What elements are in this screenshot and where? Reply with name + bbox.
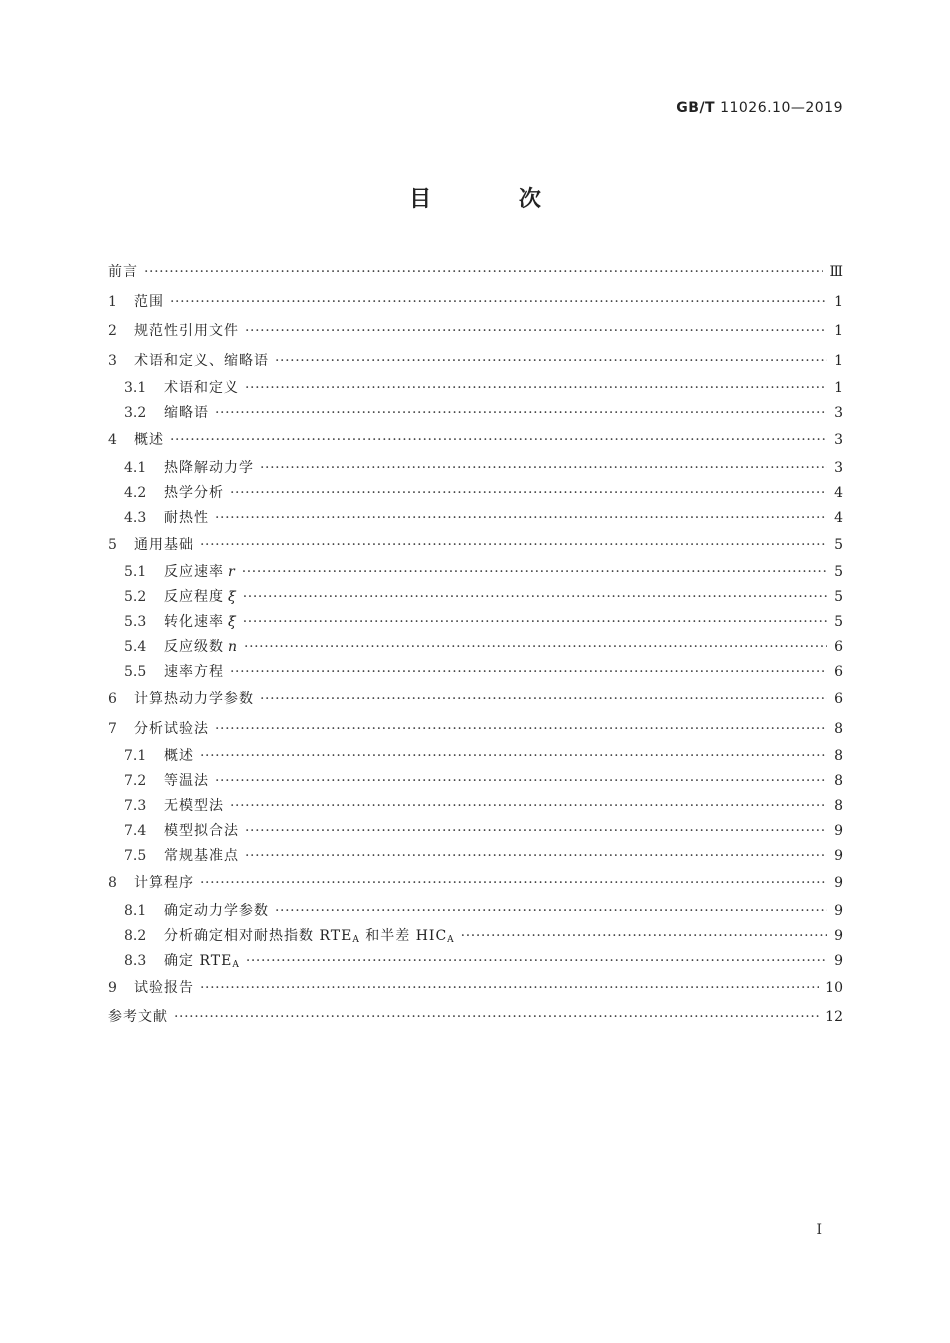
toc-entry-number: 5 bbox=[108, 536, 117, 553]
toc-entry-label: 常规基准点 bbox=[164, 848, 239, 864]
toc-entry-label: 确定 $RTE_A$ bbox=[164, 952, 240, 970]
toc-leader-dots bbox=[215, 401, 827, 426]
toc-leader-dots bbox=[245, 819, 827, 844]
toc-entry-number: 7.1 bbox=[124, 748, 147, 764]
toc-entry-number: 3 bbox=[108, 352, 117, 369]
standard-number bbox=[676, 100, 843, 116]
toc-leader-dots bbox=[260, 456, 827, 481]
toc-entry[interactable] bbox=[108, 744, 843, 769]
toc-entry[interactable] bbox=[108, 347, 843, 377]
toc-entry-label: 计算热动力学参数 bbox=[134, 691, 254, 707]
toc-entry-page: 5 bbox=[834, 614, 843, 630]
toc-leader-dots bbox=[215, 715, 827, 745]
toc-entry-number: 5.5 bbox=[124, 664, 147, 680]
toc-entry-label: 耐热性 bbox=[164, 509, 209, 526]
toc-leader-dots bbox=[144, 258, 823, 288]
toc-entry-number: 8.3 bbox=[124, 952, 147, 969]
toc-entry-page: 6 bbox=[834, 664, 843, 680]
toc-entry-page: 6 bbox=[834, 639, 843, 655]
toc-entry-page: 8 bbox=[834, 773, 843, 789]
toc-entry-label: 通用基础 bbox=[134, 536, 194, 553]
toc-entry[interactable] bbox=[108, 794, 843, 819]
toc-entry-label: 模型拟合法 bbox=[164, 823, 239, 839]
toc-leader-dots bbox=[170, 426, 827, 456]
toc-entry-page: 9 bbox=[834, 875, 843, 891]
toc-leader-dots bbox=[170, 288, 827, 318]
toc-entry[interactable] bbox=[108, 585, 843, 610]
toc-entry-page: 8 bbox=[834, 748, 843, 764]
toc-entry[interactable] bbox=[108, 610, 843, 635]
toc-entry-number: 1 bbox=[108, 293, 117, 310]
toc-entry[interactable] bbox=[108, 949, 843, 974]
toc-entry-page: 1 bbox=[834, 380, 843, 396]
toc-entry-number: 5.3 bbox=[124, 614, 147, 630]
toc-leader-dots bbox=[260, 685, 827, 715]
toc-leader-dots bbox=[243, 585, 827, 610]
toc-entry-page: 3 bbox=[834, 432, 843, 448]
toc-entry-label: 概述 bbox=[164, 748, 194, 764]
toc-entry-label: 参考文献 bbox=[108, 1009, 168, 1025]
toc-entry-page: 1 bbox=[834, 293, 843, 310]
toc-leader-dots bbox=[174, 1003, 819, 1033]
toc-entry-label: 计算程序 bbox=[134, 875, 194, 891]
toc-entry-label: 术语和定义、缩略语 bbox=[134, 352, 269, 369]
toc-entry[interactable] bbox=[108, 869, 843, 899]
page-title: 目 次 bbox=[409, 187, 581, 212]
toc-leader-dots bbox=[245, 317, 827, 347]
toc-entry-number: 7.4 bbox=[124, 823, 147, 839]
standard-code: 11026.10—2019 bbox=[720, 100, 843, 116]
toc-leader-dots bbox=[245, 376, 827, 401]
standard-prefix: GB/T bbox=[676, 100, 716, 116]
toc-entry-number: 4.1 bbox=[124, 459, 147, 476]
toc-entry-page: 3 bbox=[834, 459, 843, 476]
toc-entry[interactable] bbox=[108, 899, 843, 924]
toc-entry-number: 3.2 bbox=[124, 405, 147, 421]
toc-entry[interactable] bbox=[108, 258, 843, 288]
toc-entry-number: 8.2 bbox=[124, 927, 147, 944]
toc-entry[interactable] bbox=[108, 974, 843, 1004]
toc-entry[interactable] bbox=[108, 376, 843, 401]
toc-entry-label: 分析试验法 bbox=[134, 720, 209, 737]
toc-entry[interactable] bbox=[108, 560, 843, 585]
toc-entry-page: 9 bbox=[834, 952, 843, 969]
toc-entry-number: 4 bbox=[108, 432, 117, 448]
toc-leader-dots bbox=[243, 610, 827, 635]
footer-page-number: I bbox=[816, 1222, 822, 1238]
toc-entry-number: 5.2 bbox=[124, 589, 147, 605]
toc-entry-label: 术语和定义 bbox=[164, 380, 239, 396]
toc-leader-dots bbox=[215, 769, 827, 794]
toc-entry-number: 5.4 bbox=[124, 639, 147, 655]
toc-entry-page: 4 bbox=[834, 509, 843, 526]
toc-entry-number: 8 bbox=[108, 875, 117, 891]
toc-leader-dots bbox=[200, 744, 827, 769]
toc-entry[interactable] bbox=[108, 924, 843, 949]
toc-entry[interactable] bbox=[108, 506, 843, 531]
toc-entry-label: 规范性引用文件 bbox=[134, 323, 239, 339]
toc-entry[interactable] bbox=[108, 660, 843, 685]
toc-entry-number: 3.1 bbox=[124, 380, 147, 396]
toc-entry-page: 8 bbox=[834, 798, 843, 814]
toc-leader-dots bbox=[230, 794, 827, 819]
toc-leader-dots bbox=[230, 481, 827, 506]
toc-entry-label: 等温法 bbox=[164, 773, 209, 789]
toc-entry[interactable] bbox=[108, 426, 843, 456]
toc-leader-dots bbox=[200, 974, 819, 1004]
toc-entry[interactable] bbox=[108, 317, 843, 347]
toc-entry-page: 1 bbox=[834, 323, 843, 339]
toc-entry-number: 6 bbox=[108, 691, 117, 707]
toc-leader-dots bbox=[461, 924, 827, 949]
toc-entry[interactable] bbox=[108, 844, 843, 869]
toc-entry-number: 4.2 bbox=[124, 484, 147, 501]
toc-entry-page: 6 bbox=[834, 691, 843, 707]
toc-entry-label: 无模型法 bbox=[164, 798, 224, 814]
toc-entry-label: 确定动力学参数 bbox=[164, 902, 269, 919]
toc-entry-label: 反应速率 r bbox=[164, 564, 236, 580]
toc-entry-page: 5 bbox=[834, 564, 843, 580]
toc-entry[interactable] bbox=[108, 531, 843, 561]
toc-entry-number: 7.5 bbox=[124, 848, 147, 864]
toc-entry[interactable] bbox=[108, 635, 843, 660]
toc-entry-number: 7.3 bbox=[124, 798, 147, 814]
toc-leader-dots bbox=[244, 635, 827, 660]
toc-entry-label: 反应程度 ξ bbox=[164, 589, 237, 605]
toc-entry-page: 4 bbox=[834, 484, 843, 501]
toc-entry[interactable] bbox=[108, 288, 843, 318]
toc-leader-dots bbox=[275, 899, 827, 924]
toc-entry-page: 9 bbox=[834, 927, 843, 944]
toc-leader-dots bbox=[230, 660, 827, 685]
toc-leader-dots bbox=[215, 506, 827, 531]
toc-entry-number: 7.2 bbox=[124, 773, 147, 789]
toc-entry-page: 9 bbox=[834, 823, 843, 839]
toc-entry[interactable] bbox=[108, 456, 843, 481]
toc-entry-page: 8 bbox=[834, 720, 843, 737]
toc-entry-page: 3 bbox=[834, 405, 843, 421]
toc-entry[interactable] bbox=[108, 1003, 843, 1033]
toc-entry-label: 反应级数 n bbox=[164, 639, 239, 655]
toc-entry-page: 9 bbox=[834, 848, 843, 864]
table-of-contents bbox=[108, 258, 843, 1033]
toc-entry-page: 5 bbox=[834, 589, 843, 605]
toc-entry-label: 热学分析 bbox=[164, 484, 224, 501]
toc-entry[interactable] bbox=[108, 481, 843, 506]
toc-entry[interactable] bbox=[108, 401, 843, 426]
toc-entry-label: 范围 bbox=[134, 293, 164, 310]
toc-entry[interactable] bbox=[108, 769, 843, 794]
toc-entry-page: 10 bbox=[825, 979, 843, 996]
toc-entry-page: 5 bbox=[834, 536, 843, 553]
toc-entry-page: 12 bbox=[825, 1009, 843, 1025]
toc-entry-label: 速率方程 bbox=[164, 664, 224, 680]
toc-entry-number: 9 bbox=[108, 979, 117, 996]
toc-entry-page: 1 bbox=[834, 352, 843, 369]
toc-entry-label: 热降解动力学 bbox=[164, 459, 254, 476]
toc-entry-number: 8.1 bbox=[124, 902, 147, 919]
toc-leader-dots bbox=[200, 869, 827, 899]
toc-leader-dots bbox=[245, 844, 827, 869]
toc-entry-label: 分析确定相对耐热指数 $RTE_A$ 和半差 $HIC_A$ bbox=[164, 927, 455, 945]
toc-entry-label: 试验报告 bbox=[134, 979, 194, 996]
toc-leader-dots bbox=[200, 531, 827, 561]
toc-entry-page: Ⅲ bbox=[829, 264, 843, 280]
toc-entry-label: 前言 bbox=[108, 264, 138, 280]
toc-leader-dots bbox=[246, 949, 827, 974]
toc-entry-label: 缩略语 bbox=[164, 405, 209, 421]
toc-entry[interactable] bbox=[108, 715, 843, 745]
toc-entry-page: 9 bbox=[834, 902, 843, 919]
toc-entry-number: 5.1 bbox=[124, 564, 147, 580]
toc-entry-label: 转化速率 ξ̇ bbox=[164, 614, 237, 630]
toc-leader-dots bbox=[275, 347, 827, 377]
toc-entry-number: 4.3 bbox=[124, 509, 147, 526]
toc-entry[interactable] bbox=[108, 819, 843, 844]
toc-entry-label: 概述 bbox=[134, 432, 164, 448]
toc-entry-number: 2 bbox=[108, 323, 117, 339]
toc-entry-number: 7 bbox=[108, 720, 117, 737]
toc-entry[interactable] bbox=[108, 685, 843, 715]
toc-leader-dots bbox=[242, 560, 827, 585]
